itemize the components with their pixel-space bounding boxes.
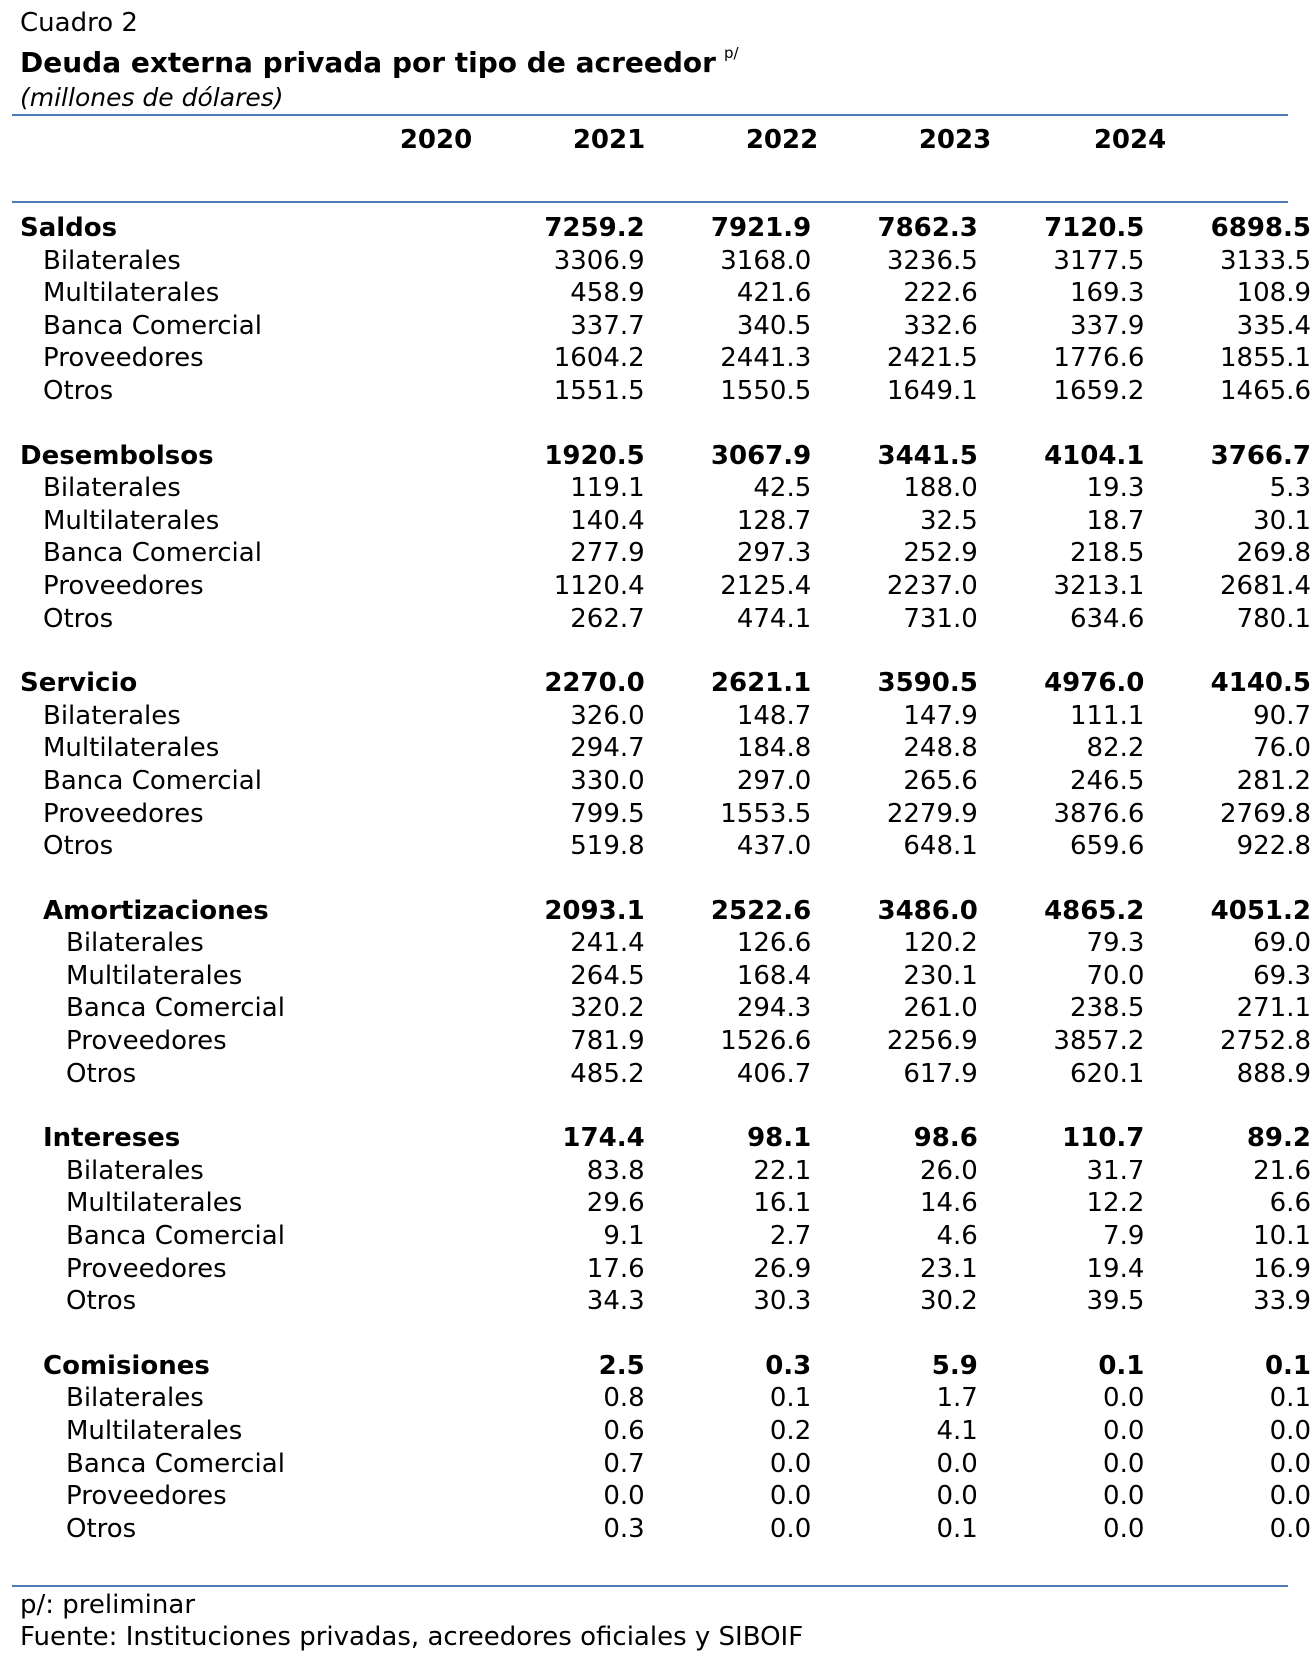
row-label: Otros [66,1286,137,1317]
cell-value: 169.3 [1069,278,1145,309]
cell-value: 634.6 [1069,603,1145,634]
cell-value: 7259.2 [544,213,645,243]
cell-value: 2421.5 [886,343,978,374]
cell-value: 26.9 [753,1253,812,1284]
cell-value: 2.7 [769,1221,812,1252]
row-label: Servicio [20,668,138,699]
column-header-2021: 2021 [572,125,646,155]
cell-value: 0.0 [769,1448,812,1479]
cell-value: 0.0 [1103,1448,1145,1479]
cell-value: 16.1 [753,1188,812,1219]
cell-value: 2522.6 [710,895,812,926]
cell-value: 0.0 [1103,1481,1145,1512]
cell-value: 269.8 [1236,538,1311,569]
cell-value: 648.1 [903,831,978,862]
cell-value: 262.7 [570,603,645,634]
section-spacer [0,1090,1311,1122]
table-row [0,342,1311,375]
table-row [0,245,1311,278]
cell-value: 30.1 [1253,505,1311,536]
cell-value: 2621.1 [710,668,812,699]
cell-value: 0.3 [765,1350,812,1381]
title-text: Deuda externa privada por tipo de acreedor [20,46,716,79]
cell-value: 34.3 [586,1286,645,1317]
row-label: Amortizaciones [43,895,269,926]
cell-value: 9.1 [603,1221,645,1252]
cell-value: 0.1 [1269,1383,1311,1414]
cell-value: 2752.8 [1220,1026,1311,1057]
cell-value: 4976.0 [1044,668,1145,699]
cell-value: 1776.6 [1053,343,1145,374]
section-spacer [0,635,1311,667]
row-label: Proveedores [43,798,204,829]
cell-value: 168.4 [736,960,812,991]
cell-value: 1120.4 [553,570,645,601]
table-row [0,1285,1311,1318]
table-row-total [0,440,1311,473]
cell-value: 42.5 [753,473,812,504]
cell-value: 2093.1 [544,895,645,926]
debt-table [0,212,1311,1545]
cell-value: 1659.2 [1053,375,1145,406]
column-header-2024: 2024 [1093,125,1167,155]
table-row [0,1448,1311,1481]
section-spacer [0,408,1311,440]
row-label: Proveedores [66,1481,227,1512]
table-row-total [0,667,1311,700]
row-label: Banca Comercial [43,765,262,796]
table-row [0,732,1311,765]
table-row [0,830,1311,863]
cell-value: 3766.7 [1210,440,1311,471]
cell-value: 248.8 [903,733,978,764]
cell-value: 22.1 [753,1155,812,1186]
cell-value: 70.0 [1086,960,1145,991]
cell-value: 1526.6 [720,1026,812,1057]
table-row [0,1058,1311,1091]
cell-value: 3857.2 [1053,1026,1145,1057]
cell-value: 4140.5 [1210,668,1311,699]
cell-value: 0.0 [1269,1481,1311,1512]
cell-value: 111.1 [1069,700,1145,731]
cell-value: 0.0 [1103,1416,1145,1446]
cell-value: 2681.4 [1220,570,1311,601]
cell-value: 3441.5 [877,440,978,471]
cell-value: 32.5 [919,505,978,536]
cell-value: 108.9 [1236,278,1311,309]
cell-value: 23.1 [919,1253,978,1284]
cell-value: 12.2 [1086,1188,1145,1219]
cell-value: 29.6 [586,1188,645,1219]
cell-value: 31.7 [1086,1155,1145,1186]
table-row [0,1025,1311,1058]
table-row [0,1253,1311,1286]
cell-value: 0.1 [769,1383,812,1414]
cell-value: 241.4 [570,928,645,959]
column-header-2022: 2022 [745,125,819,155]
cell-value: 119.1 [570,473,645,504]
cell-value: 6898.5 [1210,213,1311,243]
table-row [0,310,1311,343]
source-note: Fuente: Instituciones privadas, acreedores oficiales y SIBOIF [20,1622,804,1652]
cell-value: 1855.1 [1220,343,1311,374]
cell-value: 79.3 [1086,928,1145,959]
cell-value: 297.3 [736,538,812,569]
row-label: Banca Comercial [66,1448,285,1479]
row-label: Intereses [43,1123,181,1154]
cell-value: 1.7 [936,1383,978,1414]
cell-value: 294.3 [736,993,812,1024]
cell-value: 264.5 [570,960,645,991]
table-row-total [0,895,1311,928]
cell-value: 0.1 [936,1513,978,1544]
table-row [0,1382,1311,1415]
table-row [0,570,1311,603]
row-label: Desembolsos [20,440,214,471]
cell-value: 326.0 [570,700,645,731]
cell-value: 5.9 [931,1350,978,1381]
cell-value: 21.6 [1253,1155,1311,1186]
cell-value: 30.2 [919,1286,978,1317]
cell-value: 90.7 [1253,700,1311,731]
cell-value: 281.2 [1236,765,1311,796]
cell-value: 340.5 [736,310,812,341]
table-row [0,765,1311,798]
cell-value: 3306.9 [553,245,645,276]
cell-value: 659.6 [1069,831,1145,862]
table-row [0,1220,1311,1253]
row-label: Bilaterales [66,1383,204,1414]
cell-value: 1920.5 [544,440,645,471]
cell-value: 14.6 [919,1188,978,1219]
cell-value: 7120.5 [1044,213,1145,243]
cell-value: 0.0 [1269,1448,1311,1479]
cell-value: 2256.9 [886,1026,978,1057]
row-label: Bilaterales [43,473,181,504]
cell-value: 128.7 [736,505,812,536]
header-rule [12,201,1288,203]
cell-value: 277.9 [570,538,645,569]
cell-value: 799.5 [570,798,645,829]
cell-value: 620.1 [1069,1058,1145,1089]
cell-value: 3067.9 [710,440,812,471]
cell-value: 148.7 [736,700,812,731]
cell-value: 265.6 [903,765,978,796]
cell-value: 3486.0 [877,895,978,926]
table-title [20,46,739,79]
cell-value: 0.1 [1264,1350,1311,1381]
cell-value: 3876.6 [1053,798,1145,829]
cell-value: 0.7 [603,1448,645,1479]
cell-value: 1649.1 [886,375,978,406]
column-header-2023: 2023 [918,125,992,155]
cell-value: 26.0 [919,1155,978,1186]
cell-value: 6.6 [1269,1188,1311,1219]
cell-value: 271.1 [1236,993,1311,1024]
cell-value: 0.0 [1269,1513,1311,1544]
cell-value: 0.6 [603,1416,645,1446]
cell-value: 7.9 [1103,1221,1145,1252]
row-label: Saldos [20,213,118,243]
table-row-total [0,1122,1311,1155]
cell-value: 4.6 [936,1221,978,1252]
row-label: Comisiones [43,1350,210,1381]
row-label: Multilaterales [66,1416,243,1446]
cell-value: 922.8 [1236,831,1311,862]
row-label: Banca Comercial [43,310,262,341]
cell-value: 780.1 [1236,603,1311,634]
cell-value: 7921.9 [710,213,812,243]
cell-value: 485.2 [570,1058,645,1089]
cell-value: 252.9 [903,538,978,569]
cell-value: 246.5 [1069,765,1145,796]
cell-value: 174.4 [562,1123,645,1154]
cell-value: 3133.5 [1220,245,1311,276]
row-label: Bilaterales [66,1155,204,1186]
row-label: Multilaterales [43,505,220,536]
cell-value: 18.7 [1086,505,1145,536]
row-label: Banca Comercial [43,538,262,569]
cell-value: 2237.0 [886,570,978,601]
cell-value: 330.0 [570,765,645,796]
cell-value: 0.0 [1269,1416,1311,1446]
table-row [0,1155,1311,1188]
cell-value: 0.1 [1098,1350,1145,1381]
row-label: Multilaterales [43,278,220,309]
cell-value: 437.0 [736,831,812,862]
row-label: Proveedores [66,1253,227,1284]
table-row [0,375,1311,408]
section-spacer [0,1318,1311,1350]
row-label: Bilaterales [66,928,204,959]
table-row [0,960,1311,993]
cell-value: 98.1 [747,1123,812,1154]
cell-value: 2125.4 [720,570,812,601]
cell-value: 3213.1 [1053,570,1145,601]
cell-value: 474.1 [736,603,812,634]
row-label: Multilaterales [66,960,243,991]
cell-value: 3236.5 [886,245,978,276]
cell-value: 188.0 [903,473,978,504]
row-label: Otros [66,1513,137,1544]
cell-value: 184.8 [736,733,812,764]
cell-value: 69.0 [1253,928,1311,959]
cell-value: 2270.0 [544,668,645,699]
cell-value: 406.7 [736,1058,812,1089]
cell-value: 3168.0 [720,245,812,276]
row-label: Bilaterales [43,700,181,731]
cell-value: 218.5 [1069,538,1145,569]
table-subtitle: (millones de dólares) [20,83,284,112]
row-label: Multilaterales [66,1188,243,1219]
cell-value: 3590.5 [877,668,978,699]
row-label: Otros [43,831,114,862]
cell-value: 0.3 [603,1513,645,1544]
cell-value: 297.0 [736,765,812,796]
bottom-rule [12,1585,1288,1587]
cell-value: 261.0 [903,993,978,1024]
row-label: Proveedores [66,1026,227,1057]
cell-value: 1553.5 [720,798,812,829]
cell-value: 2279.9 [886,798,978,829]
row-label: Banca Comercial [66,1221,285,1252]
title-note: p/ [723,44,739,62]
cell-value: 0.8 [603,1383,645,1414]
table-row-total [0,1350,1311,1383]
cell-value: 19.3 [1086,473,1145,504]
cell-value: 0.0 [769,1513,812,1544]
row-label: Otros [43,375,114,406]
cell-value: 30.3 [753,1286,812,1317]
table-row [0,1187,1311,1220]
cell-value: 320.2 [570,993,645,1024]
cell-value: 294.7 [570,733,645,764]
cell-value: 4.1 [936,1416,978,1446]
cell-value: 33.9 [1253,1286,1311,1317]
cell-value: 1550.5 [720,375,812,406]
cell-value: 458.9 [570,278,645,309]
cell-value: 0.0 [603,1481,645,1512]
table-row [0,1513,1311,1546]
cell-value: 238.5 [1069,993,1145,1024]
cell-value: 2769.8 [1220,798,1311,829]
cell-value: 7862.3 [877,213,978,243]
cell-value: 519.8 [570,831,645,862]
cell-value: 76.0 [1253,733,1311,764]
section-spacer [0,863,1311,895]
cell-value: 888.9 [1236,1058,1311,1089]
cell-value: 0.0 [1103,1513,1145,1544]
cell-value: 120.2 [903,928,978,959]
row-label: Otros [66,1058,137,1089]
column-header-2020: 2020 [399,125,473,155]
cell-value: 1551.5 [553,375,645,406]
cell-value: 0.0 [769,1481,812,1512]
cell-value: 731.0 [903,603,978,634]
cell-value: 2441.3 [720,343,812,374]
cell-value: 421.6 [736,278,812,309]
cell-value: 83.8 [586,1155,645,1186]
cell-value: 0.0 [936,1481,978,1512]
cell-value: 3177.5 [1053,245,1145,276]
cell-value: 0.0 [936,1448,978,1479]
table-row [0,603,1311,636]
table-row [0,700,1311,733]
cell-value: 4865.2 [1044,895,1145,926]
cell-value: 222.6 [903,278,978,309]
cell-value: 126.6 [736,928,812,959]
cell-value: 16.9 [1253,1253,1311,1284]
cell-value: 5.3 [1269,473,1311,504]
cell-value: 69.3 [1253,960,1311,991]
cell-value: 0.2 [769,1416,812,1446]
cell-value: 19.4 [1086,1253,1145,1284]
cell-value: 337.7 [570,310,645,341]
cell-value: 781.9 [570,1026,645,1057]
cell-value: 337.9 [1069,310,1145,341]
cell-value: 1465.6 [1220,375,1311,406]
table-row [0,277,1311,310]
row-label: Banca Comercial [66,993,285,1024]
table-row [0,537,1311,570]
table-row [0,798,1311,831]
cell-value: 39.5 [1086,1286,1145,1317]
cell-value: 4051.2 [1210,895,1311,926]
row-label: Bilaterales [43,245,181,276]
cell-value: 335.4 [1236,310,1311,341]
cell-value: 140.4 [570,505,645,536]
table-row [0,505,1311,538]
top-rule [12,114,1288,116]
row-label: Multilaterales [43,733,220,764]
table-row [0,1480,1311,1513]
cell-value: 10.1 [1253,1221,1311,1252]
table-row [0,472,1311,505]
footnote: p/: preliminar [20,1590,196,1620]
table-row [0,927,1311,960]
cell-value: 2.5 [598,1350,645,1381]
cell-value: 17.6 [586,1253,645,1284]
cell-value: 617.9 [903,1058,978,1089]
cell-value: 332.6 [903,310,978,341]
table-row [0,992,1311,1025]
cell-value: 0.0 [1103,1383,1145,1414]
table-label: Cuadro 2 [20,8,138,38]
table-row [0,1415,1311,1448]
cell-value: 82.2 [1086,733,1145,764]
row-label: Otros [43,603,114,634]
cell-value: 1604.2 [553,343,645,374]
row-label: Proveedores [43,570,204,601]
cell-value: 110.7 [1062,1123,1145,1154]
cell-value: 147.9 [903,700,978,731]
cell-value: 98.6 [913,1123,978,1154]
cell-value: 4104.1 [1044,440,1145,471]
cell-value: 230.1 [903,960,978,991]
cell-value: 89.2 [1246,1123,1311,1154]
row-label: Proveedores [43,343,204,374]
table-row-total [0,212,1311,245]
